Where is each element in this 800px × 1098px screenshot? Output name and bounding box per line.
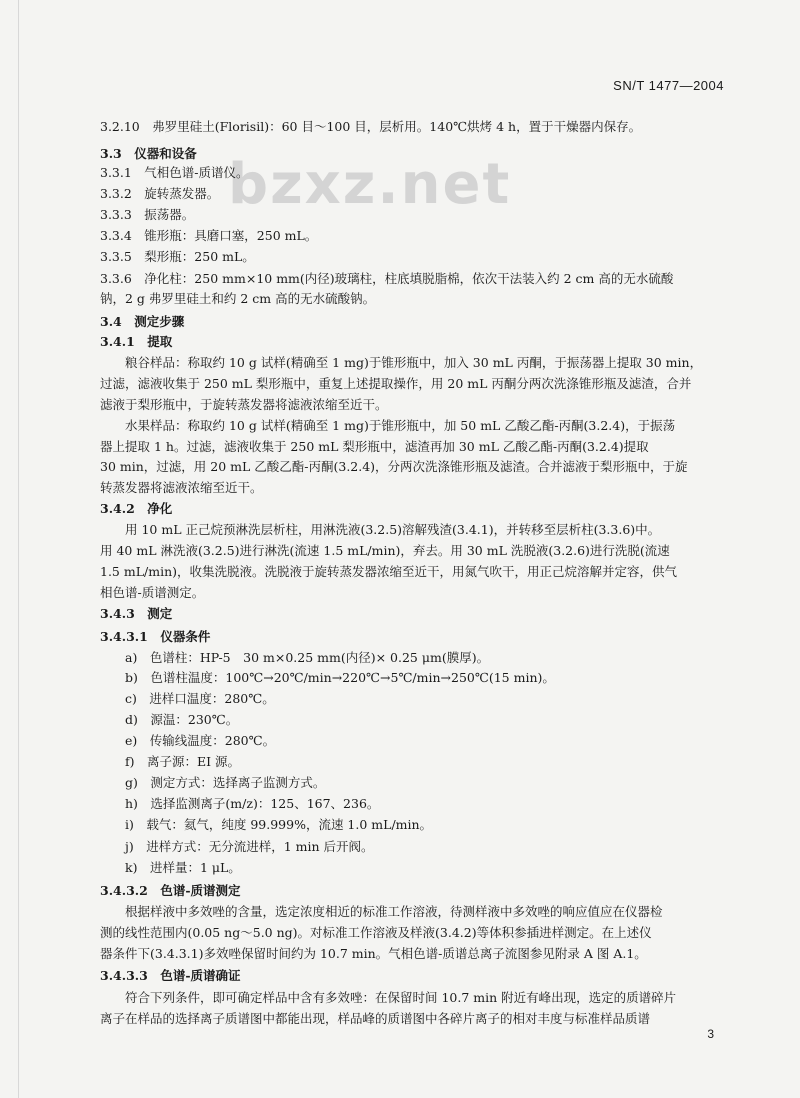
section-heading: 3.4.1 提取 bbox=[100, 334, 173, 349]
text-line: 水果样品：称取约 10 g 试样(精确至 1 mg)于锥形瓶中，加 50 mL 乙酸乙酯-丙酮(3.2.4)，于振荡 bbox=[100, 418, 676, 433]
text-line: j) 进样方式：无分流进样，1 min 后开阀。 bbox=[100, 839, 374, 854]
text-line: 3.3.3 振荡器。 bbox=[100, 207, 195, 222]
text-line: 1.5 mL/min)，收集洗脱液。洗脱液于旋转蒸发器浓缩至近干，用氮气吹干，用正己烷溶解并定容，供气 bbox=[100, 564, 677, 579]
text-line: 符合下列条件，即可确定样品中含有多效唑：在保留时间 10.7 min 附近有峰出现，选定的质谱碎片 bbox=[100, 990, 677, 1005]
text-line: 过滤，滤液收集于 250 mL 梨形瓶中，重复上述提取操作，用 20 mL 丙酮分两次洗涤锥形瓶及滤渣，合并 bbox=[100, 376, 692, 391]
watermark: bzxz.net bbox=[228, 152, 512, 217]
section-heading: 3.4.3.3 色谱-质谱确证 bbox=[100, 968, 241, 983]
text-line: 滤液于梨形瓶中，于旋转蒸发器将滤液浓缩至近干。 bbox=[100, 397, 388, 412]
text-line: 3.3.1 气相色谱-质谱仪。 bbox=[100, 165, 249, 180]
text-line: 用 10 mL 正己烷预淋洗层析柱，用淋洗液(3.2.5)溶解残渣(3.4.1)，并转移至层析柱(3.3.6)中。 bbox=[100, 522, 661, 537]
text-line: 30 min，过滤，用 20 mL 乙酸乙酯-丙酮(3.2.4)，分两次洗涤锥形瓶及滤渣。合并滤液于梨形瓶中，于旋 bbox=[100, 459, 688, 474]
document-id: SN/T 1477—2004 bbox=[613, 78, 724, 93]
text-line: 相色谱-质谱测定。 bbox=[100, 585, 205, 600]
text-line: 3.2.10 弗罗里硅土(Florisil)：60 目～100 目，层析用。140℃烘烤 4 h，置于干燥器内保存。 bbox=[100, 119, 642, 134]
text-line: 测的线性范围内(0.05 ng～5.0 ng)。对标准工作溶液及样液(3.4.2)等体积参插进样测定。在上述仪 bbox=[100, 925, 652, 940]
text-line: f) 离子源：EI 源。 bbox=[100, 754, 241, 769]
text-line: k) 进样量：1 μL。 bbox=[100, 860, 241, 875]
text-line: d) 源温：230℃。 bbox=[100, 712, 239, 727]
section-heading: 3.4.3.2 色谱-质谱测定 bbox=[100, 883, 241, 898]
text-line: b) 色谱柱温度：100℃→20℃/min→220℃→5℃/min→250℃(15 min)。 bbox=[100, 670, 555, 685]
section-heading: 3.4.3 测定 bbox=[100, 606, 173, 621]
text-line: 3.3.6 净化柱：250 mm×10 mm(内径)玻璃柱，柱底填脱脂棉，依次干法装入约 2 cm 高的无水硫酸 bbox=[100, 271, 674, 286]
text-line: a) 色谱柱：HP-5 30 m×0.25 mm(内径)× 0.25 μm(膜厚)。 bbox=[100, 650, 490, 665]
text-line: e) 传输线温度：280℃。 bbox=[100, 733, 276, 748]
text-line: 3.3.5 梨形瓶：250 mL。 bbox=[100, 249, 255, 264]
text-line: 器上提取 1 h。过滤，滤液收集于 250 mL 梨形瓶中，滤渣再加 30 mL 乙酸乙酯-丙酮(3.2.4)提取 bbox=[100, 439, 649, 454]
text-line: c) 进样口温度：280℃。 bbox=[100, 691, 275, 706]
text-line: 器条件下(3.4.3.1)多效唑保留时间约为 10.7 min。气相色谱-质谱总离子流图参见附录 A 图 A.1。 bbox=[100, 946, 647, 961]
text-line: 钠，2 g 弗罗里硅土和约 2 cm 高的无水硫酸钠。 bbox=[100, 291, 376, 306]
text-line: 用 40 mL 淋洗液(3.2.5)进行淋洗(流速 1.5 mL/min)，弃去。用 30 mL 洗脱液(3.2.6)进行洗脱(流速 bbox=[100, 543, 670, 558]
text-line: h) 选择监测离子(m/z)：125、167、236。 bbox=[100, 796, 380, 811]
text-line: 根据样液中多效唑的含量，选定浓度相近的标准工作溶液，待测样液中多效唑的响应值应在仪器检 bbox=[100, 904, 663, 919]
text-line: 3.3.4 锥形瓶：具磨口塞，250 mL。 bbox=[100, 228, 318, 243]
section-heading: 3.4 测定步骤 bbox=[100, 314, 185, 329]
text-line: 粮谷样品：称取约 10 g 试样(精确至 1 mg)于锥形瓶中，加入 30 mL 丙酮，于振荡器上提取 30 min， bbox=[100, 355, 703, 370]
section-heading: 3.3 仪器和设备 bbox=[100, 146, 197, 161]
scan-edge-line bbox=[18, 0, 19, 1098]
text-line: 3.3.2 旋转蒸发器。 bbox=[100, 186, 220, 201]
section-heading: 3.4.3.1 仪器条件 bbox=[100, 629, 211, 644]
text-line: g) 测定方式：选择离子监测方式。 bbox=[100, 775, 326, 790]
section-heading: 3.4.2 净化 bbox=[100, 501, 173, 516]
page-number: 3 bbox=[707, 1027, 714, 1041]
text-line: 转蒸发器将滤液浓缩至近干。 bbox=[100, 480, 263, 495]
text-line: i) 载气：氦气，纯度 99.999%，流速 1.0 mL/min。 bbox=[100, 817, 433, 832]
text-line: 离子在样品的选择离子质谱图中都能出现，样品峰的质谱图中各碎片离子的相对丰度与标准样品质谱 bbox=[100, 1011, 651, 1026]
